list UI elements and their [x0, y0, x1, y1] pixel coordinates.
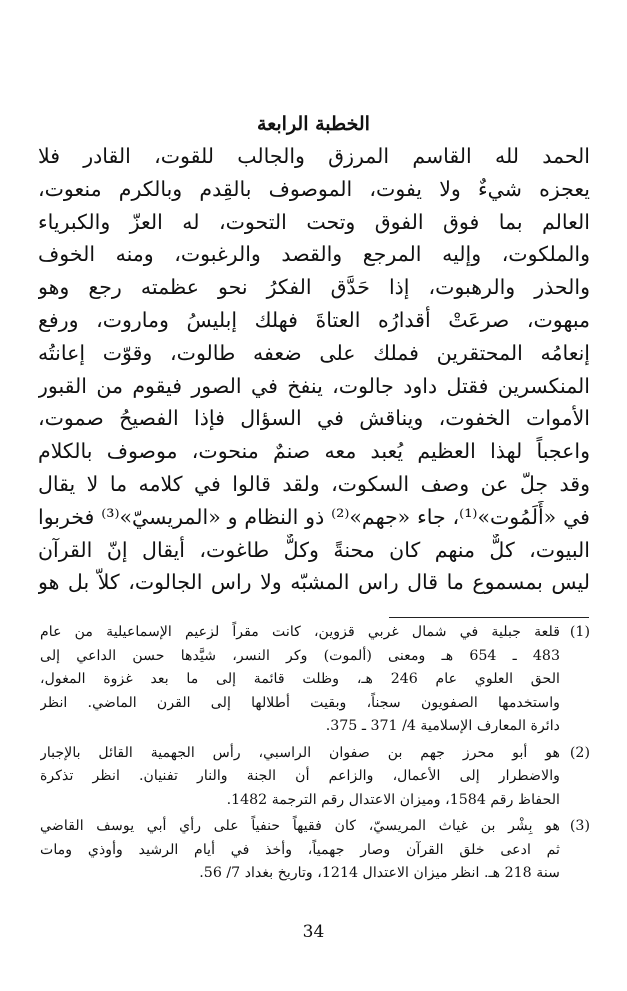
footnote-text: [40, 621, 560, 739]
footnote-number: (3): [569, 818, 590, 834]
footnote-line: 483 ـ 654 هـ ومعنى (ألموت) وكر النسر، شيَّدها حسن الداعي إلى: [40, 647, 560, 664]
text-line: البيوت، كلٌّ منهم كان محنةً وكلٌّ طاغوت، أيقال إنّ القرآن: [38, 537, 590, 562]
footnote-line: والاضطرار إلى الأعمال، والزاعم أن الجنة والنار تفنيان. انظر تذكرة: [40, 768, 560, 784]
footnote-line: واستخدمها الصفويون سجناً، وبقيت أطلالها إلى القرن الماضي. انظر: [40, 694, 560, 711]
footnote-line: الحق العلوي عام 246 هـ، وظلت قائمة إلى ما بعد غزوة المغول،: [40, 671, 560, 687]
text-line: ليس بمسموع ما قال راس المشبّه ولا راس الجالوت، كلاّ بل هو: [38, 570, 590, 595]
footnote-text: [40, 742, 560, 813]
footnote-3: [40, 815, 590, 886]
footnote-line: دائرة المعارف الإسلامية 4/ 371 ـ 375.: [325, 718, 560, 734]
footnote-2: [40, 742, 590, 813]
footnote-divider: [389, 617, 589, 618]
text-line: إنعامُه المحتقرين فملك على ضعفه طالوت، وقوّت إعانتُه: [38, 340, 590, 365]
footnote-number: (1): [569, 624, 590, 640]
footnote-line: هو بِشْر بن غياث المريسيّ، كان فقيهاً حنفياً على رأي أبي يوسف القاضي: [40, 818, 560, 834]
text-line: الحمد لله القاسم المرزق والجالب للقوت، القادر فلا: [38, 144, 590, 168]
footnote-text: [40, 815, 560, 886]
sermon-text: [38, 140, 590, 599]
footnote-line: هو أبو محرز جهم بن صفوان الراسبي، رأس الجهمية القائل بالإجبار: [40, 744, 560, 761]
text-line: الأموات الخفوت، ويناقش في السؤال فإذا الفصيحُ صموت،: [38, 406, 590, 431]
text-line: والملكوت، وإليه المرجع والقصد والرغبوت، ومنه الخوف: [38, 242, 590, 267]
text-line: في «أَلَمُوت»⁽¹⁾، جاء «جهم»⁽²⁾ ذو النظام و «المريسيّ»⁽³⁾ فخربوا: [38, 504, 590, 529]
text-line: مبهوت، صرعَتْ أقدارُه العتاةَ فهلك إبليسُ وماروت، ورفع: [38, 307, 590, 332]
text-line: وقد جلّ عن وصف السكوت، ولقد قالوا في كلامه ما لا يقال: [38, 471, 590, 496]
text-line: العالم بما فوق الفوق وتحت التحوت، له العزّ والكبرياء: [38, 209, 590, 234]
text-line: المنكسرين فقتل داود جالوت، ينفخ في الصور فيقوم من القبور: [38, 373, 590, 398]
footnote-line: الحفاظ رقم 1584، وميزان الاعتدال رقم الترجمة 1482.: [226, 791, 560, 808]
text-line: والحذر والرهبوت، إذا حَدَّق الفكرُ نحو عظمته رجع وهو: [38, 275, 590, 300]
footnote-line: سنة 218 هـ. انظر ميزان الاعتدال 1214، وتاريخ بغداد 7/ 56.: [199, 865, 560, 881]
text-line: يعجزه شيءٌ ولا يفوت، الموصوف بالقِدم وبالكرم منعوت،: [38, 176, 590, 201]
footnote-number: (2): [569, 744, 590, 761]
footnote-line: ثم ادعى خلق القرآن وصار جهمياً، وأخذ في أيام الرشيد وأوذي ومات: [40, 841, 560, 858]
footnotes: [40, 621, 590, 889]
text-line: واعجباً لهذا العظيم يُعبد معه صنمٌ منحوت، موصوف بالكلام: [38, 439, 590, 464]
page-title: الخطبة الرابعة: [257, 113, 370, 135]
footnote-1: [40, 621, 590, 739]
footnote-line: قلعة جبلية في شمال غربي قزوين، كانت مقراً لزعيم الإسماعيلية من عام: [40, 624, 560, 640]
page-number: 34: [302, 922, 325, 942]
